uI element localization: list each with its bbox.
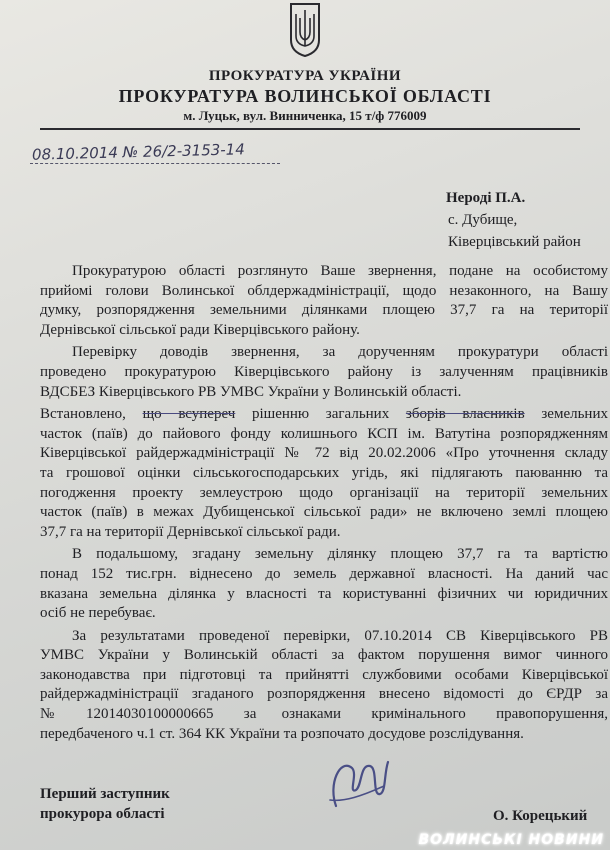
body-line: та грошової оцінки сільськогосподарських угідь, які підлягають паюванню та: [40, 464, 608, 481]
paragraph-2: [40, 343, 608, 402]
office-name-ukraine: ПРОКУРАТУРА УКРАЇНИ: [208, 68, 402, 84]
body-line: думку, розпорядження земельними ділянками площею 37,7 га на території: [40, 302, 608, 319]
body-line: передбаченого ч.1 ст. 364 КК України та розпочато досудове розслідування.: [40, 725, 524, 742]
reference-underline: [30, 163, 280, 164]
trident-emblem-icon: [288, 2, 322, 58]
header-rule: [40, 128, 580, 130]
body-line: Дернівської сільської ради Ківерцівського району.: [40, 321, 360, 338]
body-line: 37,7 га на території Дернівської сільської ради.: [40, 523, 341, 540]
office-address: м. Луцьк, вул. Винниченка, 15 т/ф 776009: [183, 108, 427, 123]
recipient-village: с. Дубище,: [448, 212, 518, 228]
paragraph-5: [40, 627, 608, 745]
body-line: В подальшому, згадану земельну ділянку площею 37,7 га та вартістю: [72, 546, 608, 563]
office-name-volyn: ПРОКУРАТУРА ВОЛИНСЬКОЇ ОБЛАСТІ: [118, 86, 492, 106]
signatory-title-line1: Перший заступник: [40, 786, 170, 802]
body-line: проведено прокуратурою Ківерцівського району із залученням працівників: [40, 363, 608, 380]
body-line: ВДСБЕЗ Ківерцівського РВ УМВС України у Волинській області.: [40, 383, 462, 400]
body-line: УМВС України у Волинській області за фактом порушення вимог чинного: [40, 647, 608, 664]
recipient-block: [446, 187, 581, 253]
body-line: Ківерцівської райдержадміністрації № 72 від 20.02.2006 «Про уточнення складу: [40, 445, 608, 462]
body-line: Перевірку доводів звернення, за дорученням прокуратури області: [72, 344, 608, 361]
outgoing-reference: 08.10.2014 № 26/2-3153-14: [31, 140, 245, 164]
recipient-name: Нероді П.А.: [446, 190, 526, 206]
body-line: понад 152 тис.грн. віднесено до земель державної власності. На даний час: [40, 565, 608, 582]
body-line: часток (паїв) в межах Дубищенської сільської ради» не включено землі площею: [40, 504, 608, 521]
paragraph-4: [40, 545, 608, 623]
body-line: прийомі голови Волинської облдержадміністрації, щодо незаконного, на Вашу: [40, 282, 608, 299]
body-line: райдержадміністрації згаданого розпорядження внесено відомості до ЄРДР за: [40, 686, 608, 703]
recipient-district: Ківерцівський район: [448, 234, 581, 250]
body-line: вказана земельна ділянка у власності та користуванні фізичних чи юридичних: [40, 585, 608, 602]
body-line: За результатами проведеної перевірки, 07.10.2014 СВ Ківерцівського РВ: [72, 627, 608, 644]
body-line: законодавства при підготовці та прийнятті службовими особами Ківерцівської: [40, 666, 608, 683]
handwritten-signature: [318, 744, 398, 824]
paragraph-1: [40, 262, 608, 340]
watermark-logo: ВОЛИНСЬКІ НОВИНИ: [418, 832, 604, 848]
body-line: Прокуратурою області розглянуто Ваше звернення, подане на особистому: [72, 263, 608, 279]
signatory-title: [40, 784, 170, 824]
body-line: часток (паїв) до пайового фонду колишнього КСП ім. Ватутіна розпорядженням: [40, 425, 608, 442]
body-line: погодження проекту землеустрою щодо організації на території земельних: [40, 484, 608, 501]
body-line: № 12014030100000665 за ознаками кримінального правопорушення,: [40, 706, 608, 723]
signatory-title-line2: прокурора області: [40, 806, 165, 822]
letter-body: [40, 262, 608, 747]
signatory-name: О. Корецький: [493, 808, 588, 824]
body-line: Встановлено, що всупереч рішенню загальних зборів власників земельних: [40, 406, 608, 423]
body-line: осіб не перебуває.: [40, 605, 156, 622]
paragraph-3: [40, 405, 608, 542]
